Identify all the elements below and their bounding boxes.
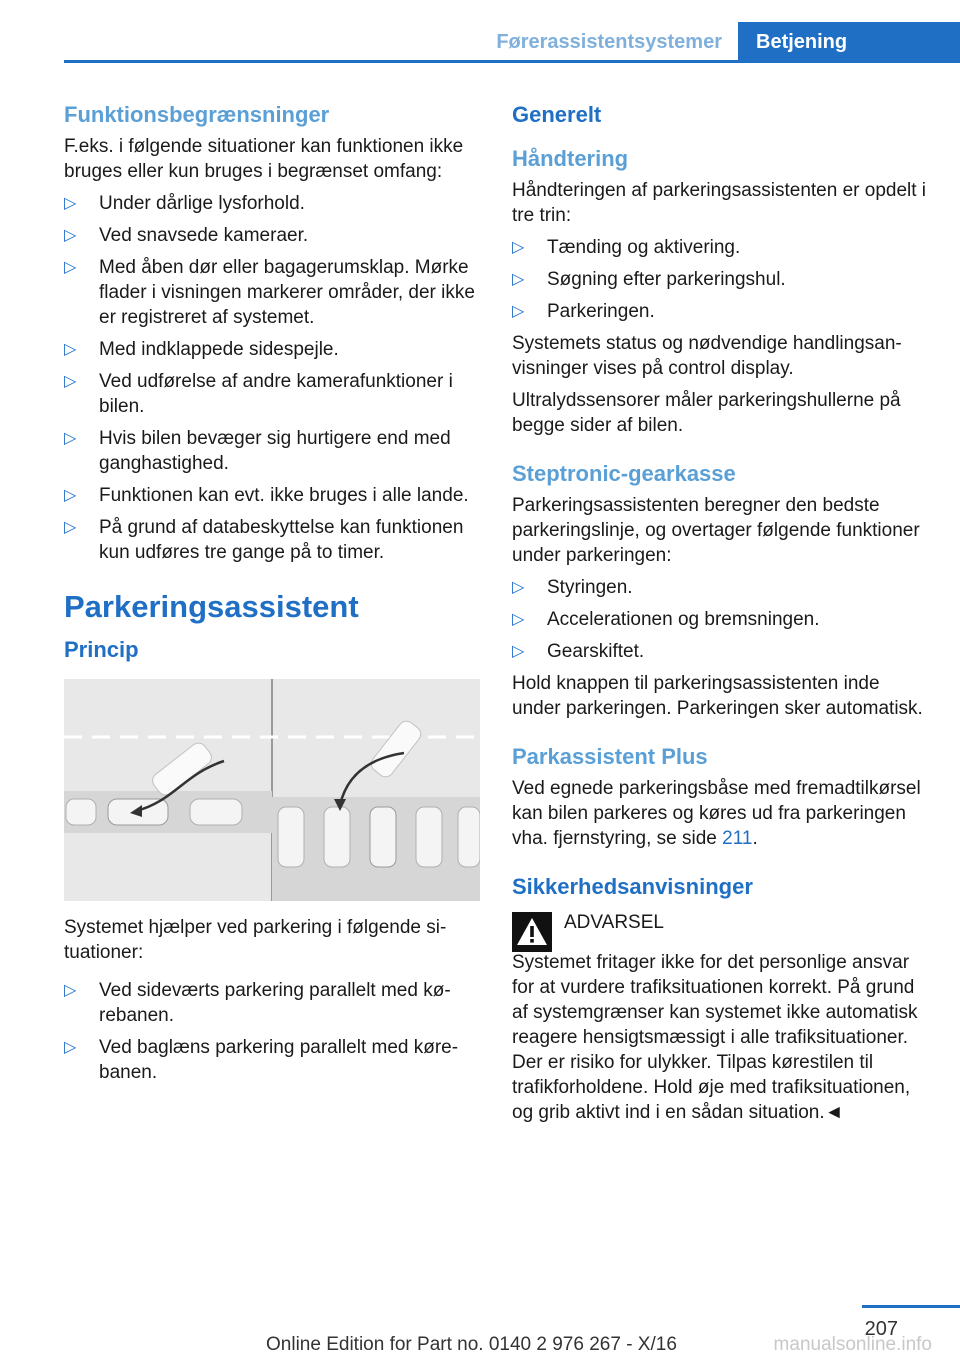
parking-illustration bbox=[64, 679, 480, 901]
list-item: ▷ Gearskiftet. bbox=[512, 641, 645, 662]
list-item: ▷ Funktionen kan evt. ikke bruges i alle lande. bbox=[64, 485, 469, 506]
triangle-right-icon: ▷ bbox=[512, 303, 525, 320]
warning-block bbox=[512, 910, 928, 956]
handling-list bbox=[512, 235, 928, 324]
header-section-title: Førerassistentsystemer bbox=[496, 31, 722, 53]
handling-paragraph-1: Systemets status og nødvendige handlingsanvisninger vises på control display. bbox=[512, 333, 902, 379]
triangle-right-icon: ▷ bbox=[64, 430, 77, 447]
plus-text: Ved egnede parkeringsbåse med fremadtilkørsel kan bilen parkeres og køres ud fra parkeringen vha. fjernstyring, se side 211. bbox=[512, 778, 921, 849]
right-column bbox=[512, 100, 928, 1132]
footer-edition: Online Edition for Part no. 0140 2 976 267 - X/16 bbox=[266, 1334, 677, 1355]
triangle-right-icon: ▷ bbox=[512, 611, 525, 628]
heading-handling: Håndtering bbox=[512, 146, 629, 171]
warning-triangle-icon bbox=[512, 912, 552, 952]
list-item: ▷ Med åben dør eller bagagerumsklap. Mørke flader i visningen markerer områder, der ikke er registreret af systemet. bbox=[64, 257, 475, 328]
heading-general: Generelt bbox=[512, 102, 602, 127]
list-item: ▷ Søgning efter parkeringshul. bbox=[512, 269, 786, 290]
triangle-right-icon: ▷ bbox=[64, 982, 77, 999]
list-item: ▷ Ved sideværts parkering parallelt med kørebanen. bbox=[64, 980, 451, 1026]
triangle-right-icon: ▷ bbox=[512, 643, 525, 660]
limits-list bbox=[64, 191, 480, 565]
header-tab bbox=[738, 22, 960, 62]
warning-label: ADVARSEL bbox=[564, 912, 664, 933]
steptronic-list bbox=[512, 575, 928, 664]
triangle-right-icon: ▷ bbox=[64, 1039, 77, 1056]
list-item: ▷ Ved udførelse af andre kamerafunktioner i bilen. bbox=[64, 371, 453, 417]
page-number: 207 bbox=[864, 1318, 898, 1340]
principle-text: Systemet hjælper ved parkering i følgende situationer: bbox=[64, 917, 447, 963]
list-item: ▷ Parkeringen. bbox=[512, 301, 655, 322]
handling-intro: Håndteringen af parkeringsassistenten er opdelt i tre trin: bbox=[512, 180, 927, 226]
warning-text: Systemet fritager ikke for det personlige ansvar for at vurdere trafiksituationen korrekt. På grund af systemgrænser kan systemet ikke automatisk reagere hensigtsmæssigt i alle trafiksituationer. Der er risiko for ulykker. Tilpas kørestilen til trafikforholdene. Hold øje med trafiksituationen, og grib aktivt ind i en sådan situation.◄ bbox=[512, 952, 918, 1123]
list-item: ▷ Tænding og aktivering. bbox=[512, 237, 741, 258]
triangle-right-icon: ▷ bbox=[64, 227, 77, 244]
triangle-right-icon: ▷ bbox=[64, 259, 77, 276]
header-tab-label: Betjening bbox=[756, 31, 848, 53]
steptronic-intro: Parkeringsassistenten beregner den bedste parkeringslinje, og overtager følgende funktioner under parkeringen: bbox=[512, 495, 920, 566]
limits-intro: F.eks. i følgende situationer kan funktionen ikke bruges eller kun bruges i begrænset omfang: bbox=[64, 136, 464, 182]
list-item: ▷ Styringen. bbox=[512, 577, 633, 598]
triangle-right-icon: ▷ bbox=[64, 373, 77, 390]
triangle-right-icon: ▷ bbox=[64, 519, 77, 536]
list-item: ▷ Hvis bilen bevæger sig hurtigere end med ganghastighed. bbox=[64, 428, 451, 474]
heading-limits: Funktionsbegrænsninger bbox=[64, 102, 330, 127]
handling-paragraph-2: Ultralydssensorer måler parkeringshullerne på begge sider af bilen. bbox=[512, 390, 901, 436]
triangle-right-icon: ▷ bbox=[512, 239, 525, 256]
triangle-right-icon: ▷ bbox=[64, 195, 77, 212]
heading-principle: Princip bbox=[64, 637, 139, 662]
page-link[interactable]: 211 bbox=[722, 828, 753, 849]
heading-steptronic: Steptronic-gearkasse bbox=[512, 461, 736, 486]
footer-rule bbox=[862, 1305, 960, 1308]
steptronic-paragraph: Hold knappen til parkeringsassistenten inde under parkeringen. Parkeringen sker automatisk. bbox=[512, 673, 923, 719]
list-item: ▷ Ved snavsede kameraer. bbox=[64, 225, 309, 246]
triangle-right-icon: ▷ bbox=[64, 487, 77, 504]
watermark: manualsonline.info bbox=[773, 1334, 932, 1355]
triangle-right-icon: ▷ bbox=[512, 579, 525, 596]
triangle-right-icon: ▷ bbox=[512, 271, 525, 288]
principle-list bbox=[64, 978, 480, 1085]
list-item: ▷ Ved baglæns parkering parallelt med kørebanen. bbox=[64, 1037, 459, 1083]
triangle-right-icon: ▷ bbox=[64, 341, 77, 358]
list-item: ▷ Med indklappede sidespejle. bbox=[64, 339, 339, 360]
heading-park-assist-plus: Parkassistent Plus bbox=[512, 744, 708, 769]
heading-parking-assistant: Parkeringsassistent bbox=[64, 589, 359, 624]
list-item: ▷ På grund af databeskyttelse kan funktionen kun udføres tre gange på to timer. bbox=[64, 517, 464, 563]
left-column bbox=[64, 100, 480, 1092]
heading-safety: Sikkerhedsanvisninger bbox=[512, 874, 753, 899]
list-item: ▷ Under dårlige lysforhold. bbox=[64, 193, 305, 214]
list-item: ▷ Accelerationen og bremsningen. bbox=[512, 609, 820, 630]
